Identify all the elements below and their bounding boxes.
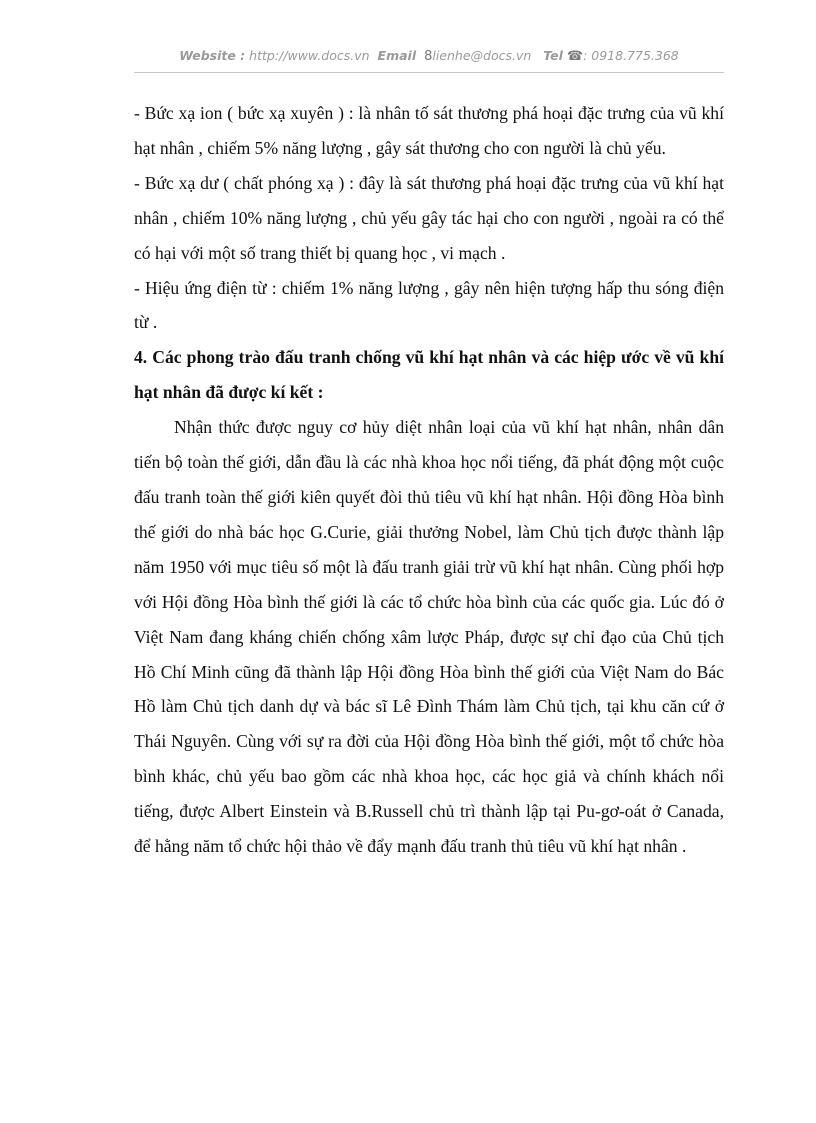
document-body: [134, 96, 724, 864]
header-divider: [134, 72, 724, 73]
section-heading: 4. Các phong trào đấu tranh chống vũ khí hạt nhân và các hiệp ước về vũ khí hạt nhân đã được kí kết :: [134, 347, 724, 403]
website-url[interactable]: http://www.docs.vn: [249, 48, 370, 63]
page-header: [134, 48, 724, 64]
bullet-electromagnetic-effect: - Hiệu ứng điện từ : chiếm 1% năng lượng , gây nên hiện tượng hấp thu sóng điện từ .: [134, 277, 724, 333]
website-label: Website :: [179, 48, 246, 63]
email-label: Email: [377, 48, 417, 63]
tel-number: : 0918.775.368: [583, 48, 679, 63]
phone-icon: ☎: [566, 49, 584, 64]
bullet-ionizing-radiation: - Bức xạ ion ( bức xạ xuyên ) : là nhân tố sát thương phá hoại đặc trưng của vũ khí hạt nhân , chiếm 5% năng lượng , gây sát thương cho con người là chủ yếu.: [134, 103, 724, 158]
body-paragraph: Nhận thức được nguy cơ hủy diệt nhân loại của vũ khí hạt nhân, nhân dân tiến bộ toàn thế giới, dẫn đầu là các nhà khoa học nổi tiếng, đã phát động một cuộc đấu tranh toàn thế giới kiên quyết đòi thủ tiêu vũ khí hạt nhân. Hội đồng Hòa bình thế giới do nhà bác học G.Curie, giải thưởng Nobel, làm Chủ tịch được thành lập năm 1950 với mục tiêu số một là đấu tranh giải trừ vũ khí hạt nhân. Cùng phối hợp với Hội đồng Hòa bình thế giới là các tổ chức hòa bình của các quốc gia. Lúc đó ở Việt Nam đang kháng chiến chống xâm lược Pháp, được sự chỉ đạo của Chủ tịch Hồ Chí Minh cũng đã thành lập Hội đồng Hòa bình thế giới của Việt Nam do Bác Hồ làm Chủ tịch danh dự và bác sĩ Lê Đình Thám làm Chủ tịch, tại khu căn cứ ở Thái Nguyên. Cùng với sự ra đời của Hội đồng Hòa bình thế giới, một tổ chức hòa bình khác, chủ yếu bao gồm các nhà khoa học, các học giả và chính khách nổi tiếng, được Albert Einstein và B.Russell chủ trì thành lập tại Pu-gơ-oát ở Canada, để hằng năm tổ chức hội thảo về đẩy mạnh đấu tranh thủ tiêu vũ khí hạt nhân .: [134, 417, 724, 857]
email-address[interactable]: lienhe@docs.vn: [432, 48, 532, 63]
bullet-residual-radiation: - Bức xạ dư ( chất phóng xạ ) : đây là sát thương phá hoại đặc trưng của vũ khí hạt nhân , chiếm 10% năng lượng , chủ yếu gây tác hại cho con người , ngoài ra có thể có hại với một số trang thiết bị quang học , vi mạch .: [134, 172, 724, 263]
tel-label: Tel: [543, 48, 563, 63]
email-icon: 8: [424, 49, 433, 64]
